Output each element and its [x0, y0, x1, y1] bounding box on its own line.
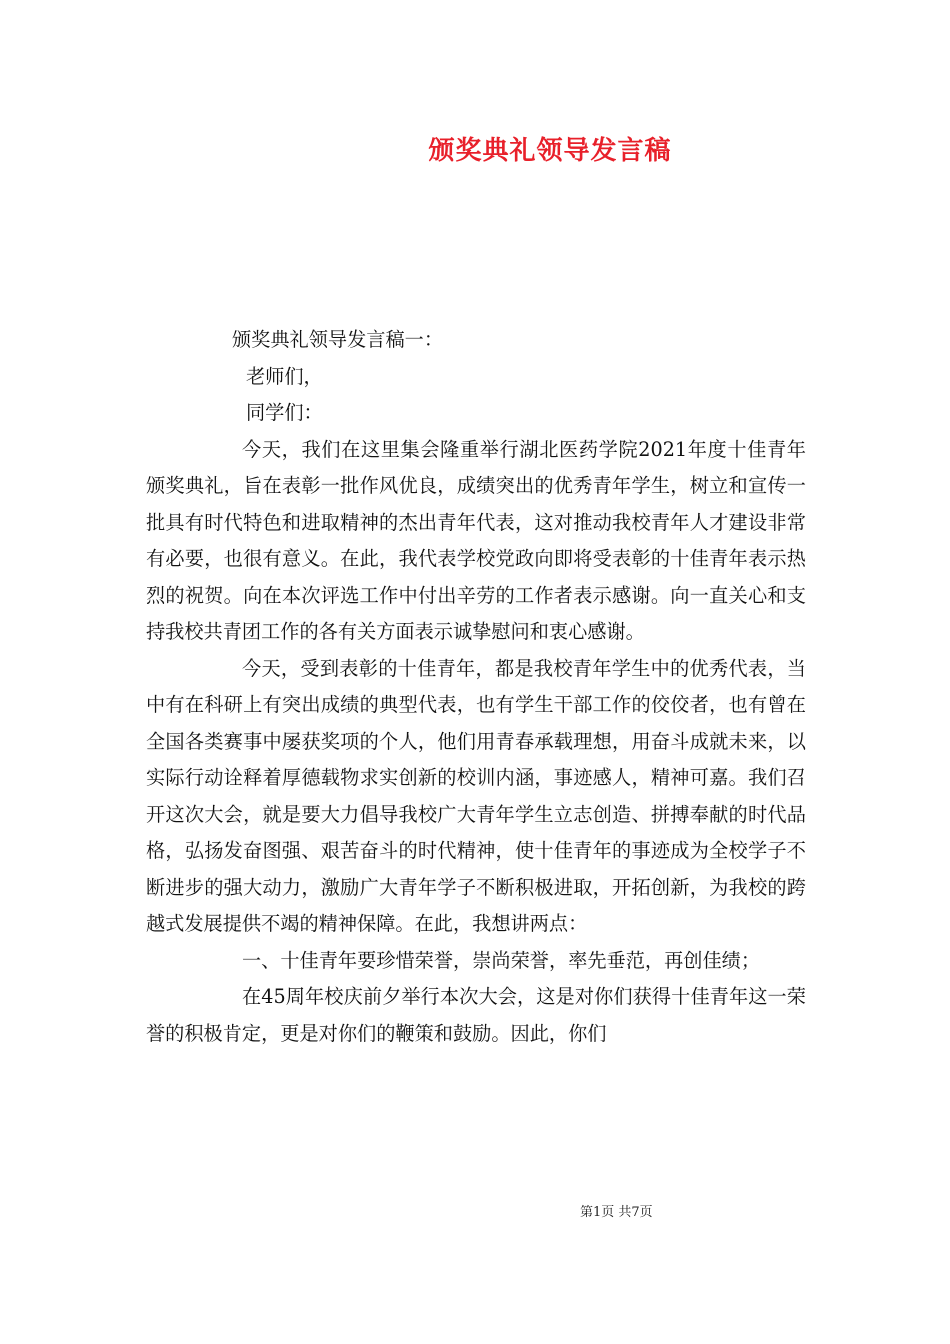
paragraph-2: 今天，受到表彰的十佳青年，都是我校青年学生中的优秀代表，当中有在科研上有突出成绩的典型代表，也有学生干部工作的佼佼者，也有曾在全国各类赛事中屡获奖项的个人，他们用青春承载理想，用奋斗成就未来，以实际行动诠释着厚德载物求实创新的校训内涵，事迹感人，精神可嘉。我们召开这次大会，就是要大力倡导我校广大青年学生立志创造、拼搏奉献的时代品格，弘扬发奋图强、艰苦奋斗的时代精神，使十佳青年的事迹成为全校学子不断进步的强大动力，激励广大青年学子不断积极进取，开拓创新，为我校的跨越式发展提供不竭的精神保障。在此，我想讲两点：: [146, 656, 806, 935]
page-footer: 第1页 共7页: [580, 1205, 653, 1220]
paragraph-3: 一、十佳青年要珍惜荣誉，崇尚荣誉，率先垂范，再创佳绩；: [242, 948, 761, 972]
paragraph-4: 在45周年校庆前夕举行本次大会，这是对你们获得十佳青年这一荣誉的积极肯定，更是对你们的鞭策和鼓励。因此，你们: [146, 985, 806, 1045]
document-body: [146, 322, 806, 1052]
paragraph-1: 今天，我们在这里集会隆重举行湖北医药学院2021年度十佳青年颁奖典礼，旨在表彰一批作风优良，成绩突出的优秀青年学生，树立和宣传一批具有时代特色和进取精神的杰出青年代表，这对推动我校青年人才建设非常有必要，也很有意义。在此，我代表学校党政向即将受表彰的十佳青年表示热烈的祝贺。向在本次评选工作中付出辛劳的工作者表示感谢。向一直关心和支持我校共青团工作的各有关方面表示诚挚慰问和衷心感谢。: [146, 437, 806, 643]
section-heading: 颁奖典礼领导发言稿一：: [232, 328, 444, 351]
salutation-teachers: 老师们，: [246, 364, 323, 388]
document-title: 颁奖典礼领导发言稿: [428, 136, 672, 166]
salutation-students: 同学们：: [246, 401, 323, 424]
